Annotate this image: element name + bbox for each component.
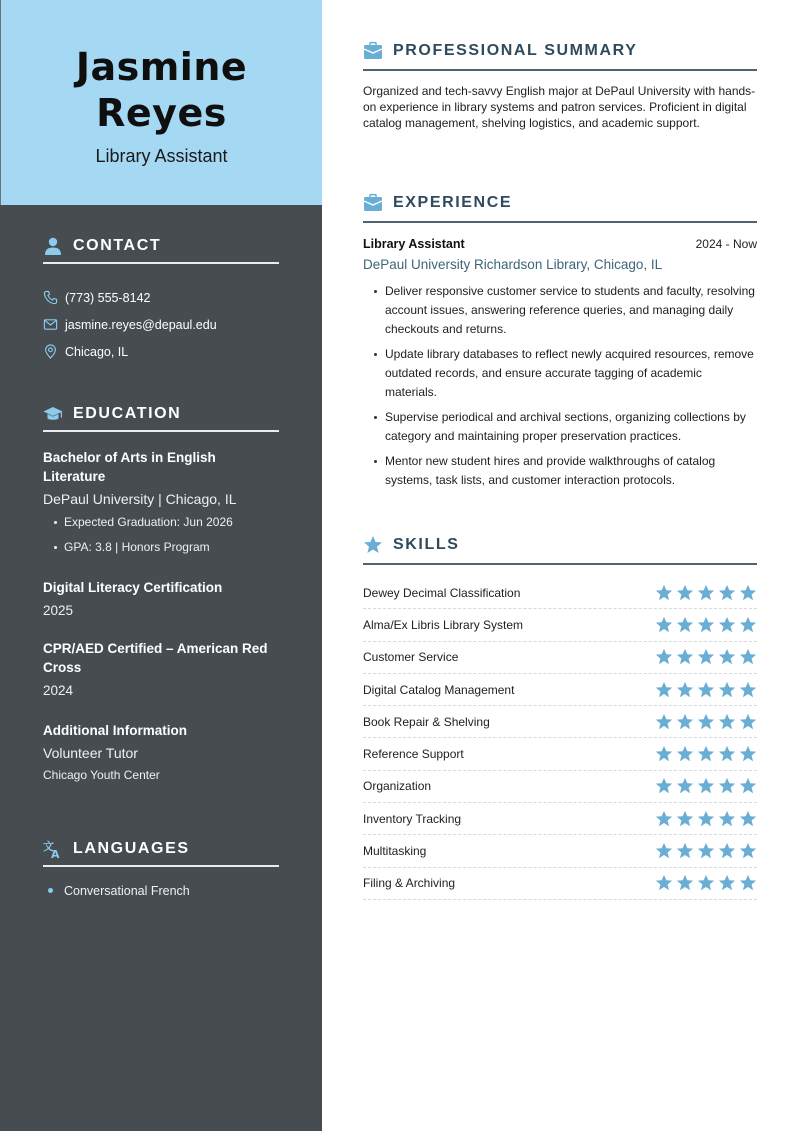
star-icon [655,810,673,828]
skill-rating [655,810,757,828]
language-list [43,882,279,900]
star-icon [676,842,694,860]
star-icon [718,681,736,699]
star-icon [718,713,736,731]
star-icon [655,681,673,699]
star-icon [655,842,673,860]
star-icon [363,535,383,555]
education-heading-label: EDUCATION [73,405,182,422]
star-icon [739,745,757,763]
star-icon [676,681,694,699]
star-icon [739,648,757,666]
star-icon [697,874,715,892]
contact-phone[interactable] [43,284,279,311]
star-icon [697,713,715,731]
degree-bullet: GPA: 3.8 | Honors Program [43,535,279,560]
skill-name: Filing & Archiving [363,876,456,891]
svg-text:文: 文 [43,840,54,853]
skills-heading-label: SKILLS [393,536,460,553]
star-icon [697,681,715,699]
skill-name: Digital Catalog Management [363,682,515,697]
contact-heading-label: CONTACT [73,237,162,254]
star-icon [697,810,715,828]
skill-row [363,771,757,803]
star-icon [676,810,694,828]
certification-entry [43,578,279,621]
star-icon [676,874,694,892]
first-name: Jasmine [75,45,248,89]
skill-row [363,642,757,674]
star-icon [739,842,757,860]
star-icon [739,616,757,634]
job-bullet: Supervise periodical and archival sections, organizing collections by category and maintaining proper preservation practices. [363,408,757,446]
job-bullet: Update library databases to reflect newly acquired resources, remove outdated records, and ensure accurate tagging of academic materials. [363,345,757,402]
mail-icon [43,317,58,332]
location-pin-icon [43,344,58,359]
additional-info-role: Volunteer Tutor [43,745,138,761]
star-icon [697,745,715,763]
skill-rating [655,648,757,666]
job-company: DePaul University Richardson Library, Chicago, IL [363,257,663,272]
star-icon [718,648,736,666]
skill-name: Reference Support [363,747,464,762]
star-icon [718,616,736,634]
star-icon [655,745,673,763]
experience-heading-label: EXPERIENCE [393,194,513,211]
star-icon [718,874,736,892]
languages-heading-label: LANGUAGES [73,840,190,857]
briefcase-icon [363,41,383,61]
degree-entry [43,448,279,560]
star-icon [655,874,673,892]
phone-value: (773) 555-8142 [65,290,151,305]
additional-info-org: Chicago Youth Center [43,768,160,782]
skill-row [363,803,757,835]
star-icon [718,777,736,795]
skill-rating [655,584,757,602]
star-icon [676,648,694,666]
skill-rating [655,777,757,795]
email-value: jasmine.reyes@depaul.edu [65,317,217,332]
languages-heading [43,839,279,867]
star-icon [655,584,673,602]
skill-row [363,868,757,900]
star-icon [739,713,757,731]
skill-rating [655,713,757,731]
skills-section [363,535,757,900]
star-icon [655,777,673,795]
language-item: Conversational French [43,882,279,900]
skill-name: Customer Service [363,650,459,665]
experience-section [363,193,757,496]
skill-rating [655,874,757,892]
briefcase-icon [363,193,383,213]
certification-entry [43,639,279,701]
star-icon [655,713,673,731]
skill-rating [655,842,757,860]
candidate-name [1,44,322,136]
certification-year: 2025 [43,603,74,618]
summary-section [363,41,757,131]
star-icon [676,616,694,634]
job-dates: 2024 - Now [695,237,757,251]
skill-name: Organization [363,779,432,794]
graduation-cap-icon [43,404,63,424]
star-icon [676,584,694,602]
user-icon [43,236,63,256]
star-icon [739,777,757,795]
star-icon [697,777,715,795]
job-title: Library Assistant [363,237,465,251]
skills-list [363,577,757,900]
skill-row [363,835,757,867]
skill-rating [655,681,757,699]
star-icon [697,648,715,666]
star-icon [697,584,715,602]
certification-title: CPR/AED Certified – American Red Cross [43,641,268,675]
skill-row [363,738,757,770]
job-entry [363,237,757,490]
degree-bullet: Expected Graduation: Jun 2026 [43,510,279,535]
skill-name: Inventory Tracking [363,811,462,826]
education-heading [43,404,279,432]
skill-row [363,674,757,706]
star-icon [697,616,715,634]
job-title: Library Assistant [95,146,228,166]
education-section [43,404,279,784]
skill-rating [655,745,757,763]
degree-school: DePaul University | Chicago, IL [43,491,237,507]
languages-section [43,839,279,900]
star-icon [655,648,673,666]
sidebar [0,0,322,1131]
star-icon [718,584,736,602]
star-icon [739,584,757,602]
summary-heading [363,41,757,71]
skill-row [363,577,757,609]
star-icon [718,842,736,860]
skill-name: Dewey Decimal Classification [363,585,521,600]
skill-name: Alma/Ex Libris Library System [363,617,524,632]
contact-list [43,284,279,365]
translate-icon [43,839,63,859]
additional-info-entry [43,721,279,784]
job-bullet: Deliver responsive customer service to students and faculty, resolving account issues, answering reference queries, and managing daily checkouts and returns. [363,282,757,339]
phone-icon [43,290,58,305]
star-icon [676,777,694,795]
certification-year: 2024 [43,683,74,698]
star-icon [676,713,694,731]
additional-info-title: Additional Information [43,723,187,738]
star-icon [718,745,736,763]
job-bullet: Mentor new student hires and provide walkthroughs of catalog systems, task lists, and customer interaction protocols. [363,452,757,490]
certification-title: Digital Literacy Certification [43,580,223,595]
svg-text:A: A [51,848,60,859]
skill-rating [655,616,757,634]
contact-email[interactable] [43,311,279,338]
star-icon [718,810,736,828]
star-icon [676,745,694,763]
job-bullets [363,282,757,490]
star-icon [739,874,757,892]
skills-heading [363,535,757,565]
summary-heading-label: PROFESSIONAL SUMMARY [393,42,638,59]
star-icon [697,842,715,860]
degree-title: Bachelor of Arts in English Literature [43,450,216,484]
star-icon [739,681,757,699]
skill-row [363,706,757,738]
contact-section [43,236,279,365]
star-icon [655,616,673,634]
skill-row [363,609,757,641]
skill-name: Book Repair & Shelving [363,714,490,729]
experience-heading [363,193,757,223]
contact-heading [43,236,279,264]
contact-location [43,338,279,365]
location-value: Chicago, IL [65,344,129,359]
skill-name: Multitasking [363,844,427,859]
name-header [0,0,322,205]
last-name: Reyes [96,91,227,135]
summary-text: Organized and tech-savvy English major at DePaul University with hands-on experience in library systems and patron services. Proficient in digital catalog management, shelving logistics, and academic support. [363,84,756,130]
star-icon [739,810,757,828]
